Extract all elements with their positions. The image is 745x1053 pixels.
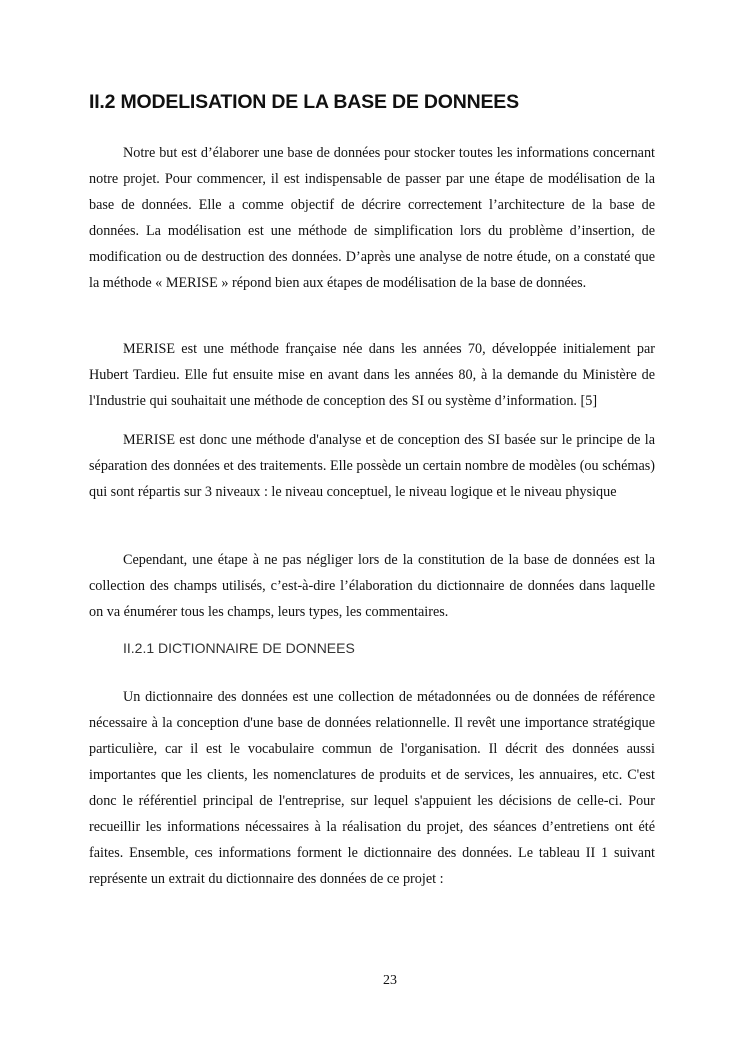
subsection-heading: II.2.1 DICTIONNAIRE DE DONNEES [123, 640, 355, 656]
page-number: 23 [383, 973, 397, 988]
paragraph-dictionary-definition: Un dictionnaire des données est une collection de métadonnées ou de données de référence nécessaire à la conception d'une base de données relationnelle. Il revêt une importance stratégique particulière, car il est le vocabulaire commun de l'organisation. Il décrit des données aussi importantes que les clients, les nomenclatures de produits et de services, les annuaires, etc. C'est donc le référentiel principal de l'entreprise, sur lequel s'appuient les décisions de celle-ci. Pour recueillir les informations nécessaires à la réalisation du projet, des séances d’entretiens ont été faites. Ensemble, ces informations forment le dictionnaire des données. Le tableau II 1 suivant représente un extrait du dictionnaire des données de ce projet : [89, 689, 655, 887]
paragraph-dictionary-intro: Cependant, une étape à ne pas négliger lors de la constitution de la base de données est la collection des champs utilisés, c’est-à-dire l’élaboration du dictionnaire de données dans laquelle on va énumérer tous les champs, leurs types, les commentaires. [89, 552, 655, 620]
paragraph-merise-levels: MERISE est donc une méthode d'analyse et de conception des SI basée sur le principe de la séparation des données et des traitements. Elle possède un certain nombre de modèles (ou schémas) qui sont répartis sur 3 niveaux : le niveau conceptuel, le niveau logique et le niveau physique [89, 432, 655, 500]
paragraph-merise-origin: MERISE est une méthode française née dans les années 70, développée initialement par Hubert Tardieu. Elle fut ensuite mise en avant dans les années 80, à la demande du Ministère de l'Industrie qui souhaitait une méthode de conception des SI ou système d’information. [5] [89, 341, 655, 409]
paragraph-intro: Notre but est d’élaborer une base de données pour stocker toutes les informations concernant notre projet. Pour commencer, il est indispensable de passer par une étape de modélisation de la base de données. Elle a comme objectif de décrire correctement l’architecture de la base de données. La modélisation est une méthode de simplification lors du problème d’insertion, de modification ou de destruction des données. D’après une analyse de notre étude, on a constaté que la méthode « MERISE » répond bien aux étapes de modélisation de la base de données. [89, 145, 655, 291]
section-heading: II.2 MODELISATION DE LA BASE DE DONNEES [89, 91, 519, 113]
